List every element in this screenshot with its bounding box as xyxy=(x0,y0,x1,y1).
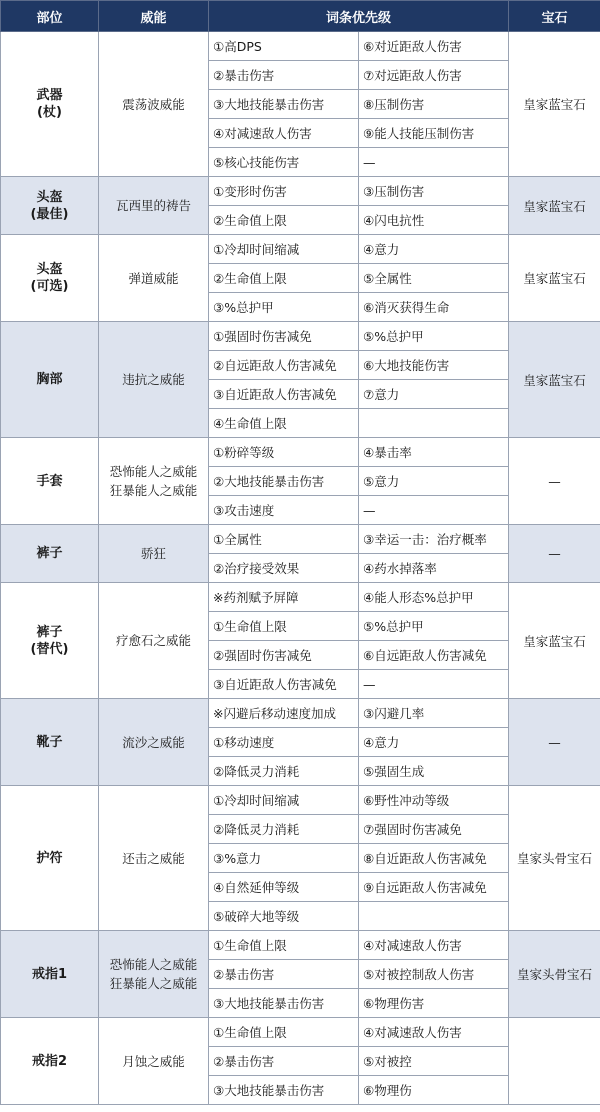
power-cell xyxy=(99,322,209,438)
affix-cell: ③自近距敌人伤害减免 xyxy=(209,380,359,409)
affix-cell: ①冷却时间缩减 xyxy=(209,786,359,815)
affix-cell: ②暴击伤害 xyxy=(209,1047,359,1076)
affix-cell: ①全属性 xyxy=(209,525,359,554)
equipment-group xyxy=(1,177,600,235)
affix-cell: ③大地技能暴击伤害 xyxy=(209,989,359,1018)
affix-cell: ⑤意力 xyxy=(359,467,509,496)
affix-cell: ④对减速敌人伤害 xyxy=(209,119,359,148)
equipment-group xyxy=(1,438,600,525)
slot-name: 武器 xyxy=(36,88,63,103)
affix-cell: — xyxy=(359,670,509,699)
affix-cell: ②暴击伤害 xyxy=(209,960,359,989)
affix-cell: ⑥大地技能伤害 xyxy=(359,351,509,380)
gem-cell: 皇家蓝宝石 xyxy=(509,235,600,322)
affix-cell: — xyxy=(359,148,509,177)
gem-cell: 皇家蓝宝石 xyxy=(509,583,600,699)
affix-cell xyxy=(359,409,509,438)
affix-cell: ⑥自远距敌人伤害减免 xyxy=(359,641,509,670)
slot-cell xyxy=(1,177,99,235)
affix-cell: ④药水掉落率 xyxy=(359,554,509,583)
slot-name: 护符 xyxy=(36,850,63,866)
power-cell xyxy=(99,177,209,235)
equipment-group xyxy=(1,583,600,699)
affix-cell: ④能人形态%总护甲 xyxy=(359,583,509,612)
affix-cell xyxy=(359,902,509,931)
affix-cell: ④对减速敌人伤害 xyxy=(359,931,509,960)
affix-cell: ②降低灵力消耗 xyxy=(209,757,359,786)
table-row xyxy=(1,322,600,351)
slot-name: (可选) xyxy=(30,279,69,294)
affix-cell: ②大地技能暴击伤害 xyxy=(209,467,359,496)
affix-cell: ①高DPS xyxy=(209,32,359,61)
affix-cell: ⑧压制伤害 xyxy=(359,90,509,119)
affix-cell: ⑤对被控 xyxy=(359,1047,509,1076)
slot-name: 头盔 xyxy=(36,262,63,277)
affix-cell: ①粉碎等级 xyxy=(209,438,359,467)
affix-cell: ③%总护甲 xyxy=(209,293,359,322)
table-row xyxy=(1,525,600,554)
power-name: 月蚀之威能 xyxy=(122,1053,185,1069)
slot-name: 手套 xyxy=(36,473,63,489)
gem-cell xyxy=(509,1018,600,1105)
slot-name: 裤子 xyxy=(36,546,63,561)
affix-cell: ④意力 xyxy=(359,235,509,264)
affix-cell: ⑦对远距敌人伤害 xyxy=(359,61,509,90)
power-name: 狂暴能人之威能 xyxy=(109,976,198,991)
affix-cell: ②降低灵力消耗 xyxy=(209,815,359,844)
gem-cell: 皇家头骨宝石 xyxy=(509,786,600,931)
affix-cell: ①生命值上限 xyxy=(209,612,359,641)
gem-cell: — xyxy=(509,525,600,583)
slot-name: 戒指2 xyxy=(31,1053,68,1069)
affix-cell: ⑤对被控制敌人伤害 xyxy=(359,960,509,989)
table-row xyxy=(1,1018,600,1047)
affix-cell: ③大地技能暴击伤害 xyxy=(209,1076,359,1105)
affix-cell: ※闪避后移动速度加成 xyxy=(209,699,359,728)
affix-cell: ①生命值上限 xyxy=(209,1018,359,1047)
affix-cell: ①强固时伤害减免 xyxy=(209,322,359,351)
table-row xyxy=(1,32,600,61)
gem-cell: 皇家蓝宝石 xyxy=(509,322,600,438)
affix-cell: ②暴击伤害 xyxy=(209,61,359,90)
affix-cell: ④自然延伸等级 xyxy=(209,873,359,902)
table-row xyxy=(1,786,600,815)
affix-cell: ⑧自近距敌人伤害减免 xyxy=(359,844,509,873)
power-name: 狂暴能人之威能 xyxy=(109,483,198,498)
header-row xyxy=(1,1,600,32)
affix-cell: ④暴击率 xyxy=(359,438,509,467)
affix-cell: ⑤核心技能伤害 xyxy=(209,148,359,177)
gem-cell: 皇家蓝宝石 xyxy=(509,177,600,235)
power-cell xyxy=(99,786,209,931)
power-cell xyxy=(99,931,209,1018)
affix-cell: ①移动速度 xyxy=(209,728,359,757)
slot-name: 头盔 xyxy=(36,189,63,205)
slot-name: 戒指1 xyxy=(31,966,68,982)
slot-name: 靴子 xyxy=(36,734,63,750)
gem-cell: — xyxy=(509,438,600,525)
equipment-group xyxy=(1,931,600,1018)
slot-cell xyxy=(1,583,99,699)
power-name: 违抗之威能 xyxy=(122,372,185,387)
power-name: 流沙之威能 xyxy=(122,734,185,750)
affix-cell: ①变形时伤害 xyxy=(209,177,359,206)
gem-cell: — xyxy=(509,699,600,786)
power-cell xyxy=(99,235,209,322)
header-gem: 宝石 xyxy=(509,1,600,32)
slot-cell xyxy=(1,322,99,438)
affix-cell: — xyxy=(359,496,509,525)
affix-cell: ⑦强固时伤害减免 xyxy=(359,815,509,844)
table-row xyxy=(1,699,600,728)
affix-cell: ⑤%总护甲 xyxy=(359,322,509,351)
affix-cell: ⑤全属性 xyxy=(359,264,509,293)
affix-cell: ②强固时伤害减免 xyxy=(209,641,359,670)
power-cell xyxy=(99,583,209,699)
table-row xyxy=(1,177,600,206)
equipment-group xyxy=(1,525,600,583)
slot-cell xyxy=(1,438,99,525)
affix-cell: ③%意力 xyxy=(209,844,359,873)
equipment-group xyxy=(1,786,600,931)
affix-cell: ④生命值上限 xyxy=(209,409,359,438)
equipment-group xyxy=(1,322,600,438)
affix-cell: ①生命值上限 xyxy=(209,931,359,960)
power-name: 震荡波威能 xyxy=(122,96,185,112)
slot-name: (杖) xyxy=(37,105,62,120)
gem-cell: 皇家蓝宝石 xyxy=(509,32,600,177)
affix-cell: ⑤破碎大地等级 xyxy=(209,902,359,931)
power-name: 还击之威能 xyxy=(122,850,185,866)
affix-cell: ①冷却时间缩减 xyxy=(209,235,359,264)
gem-cell: 皇家头骨宝石 xyxy=(509,931,600,1018)
affix-cell: ③闪避几率 xyxy=(359,699,509,728)
table-row xyxy=(1,931,600,960)
affix-cell: ③压制伤害 xyxy=(359,177,509,206)
equipment-group xyxy=(1,32,600,177)
affix-cell: ⑤%总护甲 xyxy=(359,612,509,641)
affix-cell: ⑥消灭获得生命 xyxy=(359,293,509,322)
affix-cell: ※药剂赋予屏障 xyxy=(209,583,359,612)
affix-cell: ③自近距敌人伤害减免 xyxy=(209,670,359,699)
affix-cell: ⑥野性冲动等级 xyxy=(359,786,509,815)
power-cell xyxy=(99,1018,209,1105)
slot-cell xyxy=(1,786,99,931)
affix-cell: ②自远距敌人伤害减免 xyxy=(209,351,359,380)
slot-name: 裤子 xyxy=(36,624,63,640)
slot-name: (最佳) xyxy=(30,206,69,222)
affix-cell: ⑥物理伤害 xyxy=(359,989,509,1018)
power-name: 弹道威能 xyxy=(128,270,179,286)
affix-cell: ③大地技能暴击伤害 xyxy=(209,90,359,119)
power-name: 瓦西里的祷告 xyxy=(115,198,191,213)
slot-cell xyxy=(1,931,99,1018)
slot-cell xyxy=(1,235,99,322)
power-name: 恐怖能人之威能 xyxy=(109,464,198,479)
slot-cell xyxy=(1,525,99,583)
affix-cell: ⑨能人技能压制伤害 xyxy=(359,119,509,148)
slot-cell xyxy=(1,1018,99,1105)
table-row xyxy=(1,235,600,264)
equipment-group xyxy=(1,235,600,322)
table-row xyxy=(1,438,600,467)
slot-name: (替代) xyxy=(30,641,69,657)
table-row xyxy=(1,583,600,612)
equipment-group xyxy=(1,1018,600,1105)
affix-cell: ③攻击速度 xyxy=(209,496,359,525)
equipment-group xyxy=(1,699,600,786)
header-power: 威能 xyxy=(99,1,209,32)
affix-cell: ⑨自远距敌人伤害减免 xyxy=(359,873,509,902)
power-cell xyxy=(99,438,209,525)
slot-name: 胸部 xyxy=(36,372,63,387)
affix-cell: ②生命值上限 xyxy=(209,264,359,293)
affix-cell: ⑤强固生成 xyxy=(359,757,509,786)
slot-cell xyxy=(1,699,99,786)
affix-cell: ⑥物理伤 xyxy=(359,1076,509,1105)
power-cell xyxy=(99,525,209,583)
power-name: 骄狂 xyxy=(140,546,166,561)
power-name: 恐怖能人之威能 xyxy=(109,957,198,972)
affix-cell: ④对减速敌人伤害 xyxy=(359,1018,509,1047)
affix-cell: ④意力 xyxy=(359,728,509,757)
affix-cell: ②治疗接受效果 xyxy=(209,554,359,583)
affix-cell: ③幸运一击：治疗概率 xyxy=(359,525,509,554)
power-name: 疗愈石之威能 xyxy=(115,633,191,648)
power-cell xyxy=(99,32,209,177)
affix-cell: ④闪电抗性 xyxy=(359,206,509,235)
header-slot: 部位 xyxy=(1,1,99,32)
affix-cell: ⑥对近距敌人伤害 xyxy=(359,32,509,61)
power-cell xyxy=(99,699,209,786)
affix-cell: ⑦意力 xyxy=(359,380,509,409)
header-affix: 词条优先级 xyxy=(209,1,509,32)
slot-cell xyxy=(1,32,99,177)
affix-cell: ②生命值上限 xyxy=(209,206,359,235)
